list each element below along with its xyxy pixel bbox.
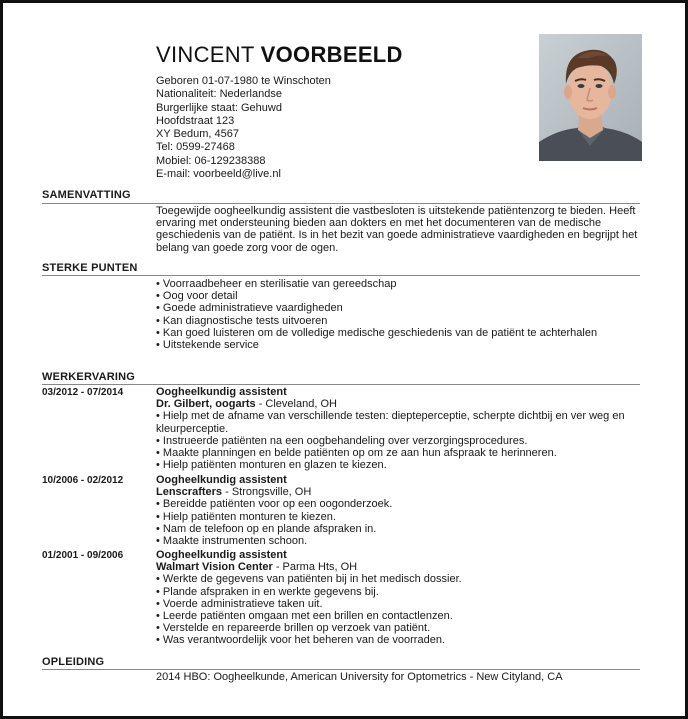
experience-divider (42, 384, 640, 385)
portrait-image (539, 34, 642, 161)
summary-text: Toegewijde oogheelkundig assistent die vastbesloten is uitstekende patiëntenzorg te bieden. Heeft ervaring met ondersteuning bieden aan dokters en met het documenteren van de medische geschiedenis van de patiënt. Is in het bezit van goede administratieve vaardigheden en begrijpt het belang van goede zorg voor de ogen. (156, 205, 638, 254)
job-duties (156, 410, 642, 471)
list-item: • Maakte planningen en belde patiënten op om ze aan hun afspraak te herinneren. (156, 447, 557, 460)
job-location: - Parma Hts, OH (272, 561, 358, 574)
list-item: • Goede administratieve vaardigheden (156, 302, 343, 315)
education-divider (42, 669, 640, 670)
education-heading: OPLEIDING (42, 656, 105, 668)
marital-status: Burgerlijke staat: Gehuwd (156, 101, 282, 114)
strengths-divider (42, 275, 640, 276)
experience-heading: WERKERVARING (42, 371, 136, 383)
job-entry (156, 386, 642, 471)
job-employer-line (156, 486, 642, 498)
job-duties (156, 498, 642, 547)
job-location: - Cleveland, OH (255, 398, 337, 411)
mobile: Mobiel: 06-129238388 (156, 154, 266, 167)
job-title: Oogheelkundig assistent (156, 386, 287, 398)
job-employer-line (156, 561, 642, 573)
list-item: • Was verantwoordelijk voor het beheren van de voorraden. (156, 634, 445, 647)
list-item: • Kan diagnostische tests uitvoeren (156, 314, 328, 327)
job-employer-line (156, 398, 642, 410)
job-duties (156, 573, 642, 646)
candidate-name (156, 42, 403, 68)
last-name: VOORBEELD (260, 42, 403, 67)
nationality: Nationaliteit: Nederlandse (156, 88, 282, 101)
list-item: • Plande afspraken in en werkte gegevens bij. (156, 585, 379, 598)
strengths-list (156, 278, 642, 351)
list-item: • Kan goed luisteren om de volledige medische geschiedenis van de patiënt te achterhalen (156, 326, 598, 339)
first-name: VINCENT (156, 42, 255, 67)
summary-divider (42, 203, 640, 204)
list-item: • Instrueerde patiënten na een oogbehandeling over verzorgingsprocedures. (156, 434, 528, 447)
job-employer: Lenscrafters (156, 486, 223, 499)
list-item: • Uitstekende service (156, 339, 259, 352)
profile-photo (539, 34, 642, 161)
postal-city: XY Bedum, 4567 (156, 128, 239, 141)
list-item: • Voorraadbeheer en sterilisatie van gereedschap (156, 278, 397, 290)
job-entry (156, 474, 642, 547)
list-item: • Hielp patiënten monturen en glazen te kiezen. (156, 459, 387, 472)
list-item: • Werkte de gegevens van patiënten bij in het medisch dossier. (156, 573, 462, 586)
email: E-mail: voorbeeld@live.nl (156, 168, 281, 181)
job-title: Oogheelkundig assistent (156, 474, 287, 486)
list-item: • Oog voor detail (156, 290, 238, 303)
summary-heading: SAMENVATTING (42, 189, 131, 201)
job-location: - Strongsville, OH (222, 486, 312, 499)
list-item: • Voerde administratieve taken uit. (156, 597, 323, 610)
list-item: • Verstelde en repareerde brillen op verzoek van patiënt. (156, 622, 431, 635)
list-item: • Hielp met de afname van verschillende testen: diepteperceptie, scherpte dichtbij en ver weg en kleurperceptie. (156, 410, 625, 435)
contact-details (156, 75, 331, 181)
job-title: Oogheelkundig assistent (156, 549, 287, 561)
job-dates: 10/2006 - 02/2012 (42, 475, 124, 486)
strengths-heading: STERKE PUNTEN (42, 262, 138, 274)
job-employer: Walmart Vision Center (156, 561, 273, 574)
list-item: • Bereidde patiënten voor op een oogonderzoek. (156, 498, 393, 511)
list-item: • Maakte instrumenten schoon. (156, 535, 308, 548)
list-item: • Nam de telefoon op en plande afspraken in. (156, 522, 377, 535)
job-entry (156, 549, 642, 647)
birth-info: Geboren 01-07-1980 te Winschoten (156, 75, 331, 87)
list-item: • Hielp patiënten monturen te kiezen. (156, 510, 336, 523)
job-dates: 01/2001 - 09/2006 (42, 550, 124, 561)
phone: Tel: 0599-27468 (156, 141, 235, 154)
job-dates: 03/2012 - 07/2014 (42, 387, 124, 398)
list-item: • Leerde patiënten omgaan met een brillen en contactlenzen. (156, 610, 453, 623)
street-address: Hoofdstraat 123 (156, 114, 235, 127)
job-employer: Dr. Gilbert, oogarts (156, 398, 256, 411)
education-text: 2014 HBO: Oogheelkunde, American University for Optometrics - New Cityland, CA (156, 671, 563, 683)
